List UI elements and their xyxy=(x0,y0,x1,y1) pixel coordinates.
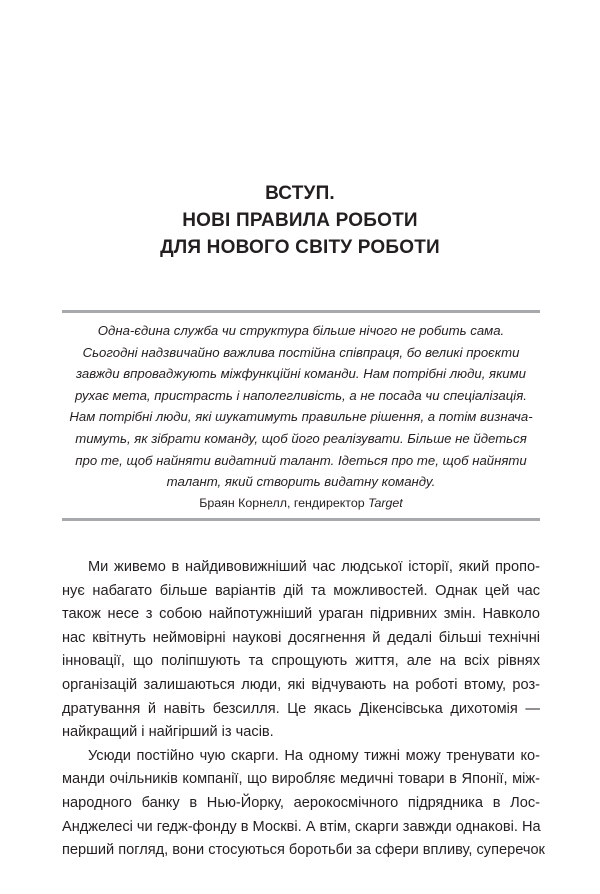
text-line: нує набагато більше варіантів дій та можливостей. Однак цей час xyxy=(62,582,540,599)
epigraph-line: Сьогодні надзвичайно важлива постійна співпраця, бо великі проєкти xyxy=(82,344,520,360)
text-line: манди очільників компанії, що виробляє медичні товари в Японії, між- xyxy=(62,771,540,788)
epigraph-line: рухає мета, пристрасть і наполегливість, а не посада чи спеціалізація. xyxy=(75,387,527,403)
chapter-title-line: ВСТУП. xyxy=(265,183,335,204)
paragraph-1 xyxy=(62,556,540,745)
body-text xyxy=(62,556,545,863)
epigraph-top-divider xyxy=(62,310,540,313)
text-line: дратування й навіть безсилля. Це якась Дікенсівська дихотомія — xyxy=(62,700,540,717)
attribution-author: Браян Корнелл, гендиректор xyxy=(199,496,369,510)
epigraph-quote xyxy=(62,320,540,493)
chapter-title xyxy=(0,180,600,261)
epigraph-line: про те, щоб найняти видатний талант. Ідеться про те, щоб найняти xyxy=(75,452,527,468)
epigraph-line: завжди впроваджують міжфункційні команди. Нам потрібні люди, якими xyxy=(75,366,527,382)
text-line: організацій залишаються люди, які відчувають на роботі втому, роз- xyxy=(62,676,540,693)
text-line: Анджелесі чи гедж-фонду в Москві. А втім, скарги завжди однакові. На xyxy=(62,818,541,835)
epigraph-line: Нам потрібні люди, які шукатимуть правильне рішення, а потім визнача- xyxy=(69,409,533,425)
paragraph-2 xyxy=(62,745,545,863)
attribution-source: Target xyxy=(368,496,403,510)
chapter-title-line: ДЛЯ НОВОГО СВІТУ РОБОТИ xyxy=(160,237,440,258)
text-line: нас квітнуть неймовірні наукові досягнення й дедалі більші технічні xyxy=(62,629,540,646)
chapter-title-line: НОВІ ПРАВИЛА РОБОТИ xyxy=(182,210,418,231)
epigraph-line: Одна-єдина служба чи структура більше нічого не робить сама. xyxy=(97,323,505,338)
text-line: також несе з собою найпотужніший ураган підривних змін. Навколо xyxy=(62,606,540,623)
epigraph-line: талант, який створить видатну команду. xyxy=(166,474,436,490)
epigraph-line: тимуть, як зібрати команду, щоб його реалізувати. Більше не йдеться xyxy=(75,430,527,446)
epigraph-bottom-divider xyxy=(62,518,540,521)
text-line: найкращий і найгірший із часів. xyxy=(62,724,274,741)
text-line: Ми живемо в найдивовижніший час людської історії, який пропо- xyxy=(88,559,540,575)
text-line: народного банку в Нью-Йорку, аерокосмічного підрядника в Лос- xyxy=(62,794,540,811)
epigraph-attribution xyxy=(62,494,540,512)
text-line: інновації, що поліпшують та спрощують життя, але на всіх рівнях xyxy=(62,653,540,670)
text-line: Усюди постійно чую скарги. На одному тижні можу тренувати ко- xyxy=(88,747,540,764)
text-line: перший погляд, вони стосуються боротьби за сфери впливу, суперечок xyxy=(62,842,545,859)
